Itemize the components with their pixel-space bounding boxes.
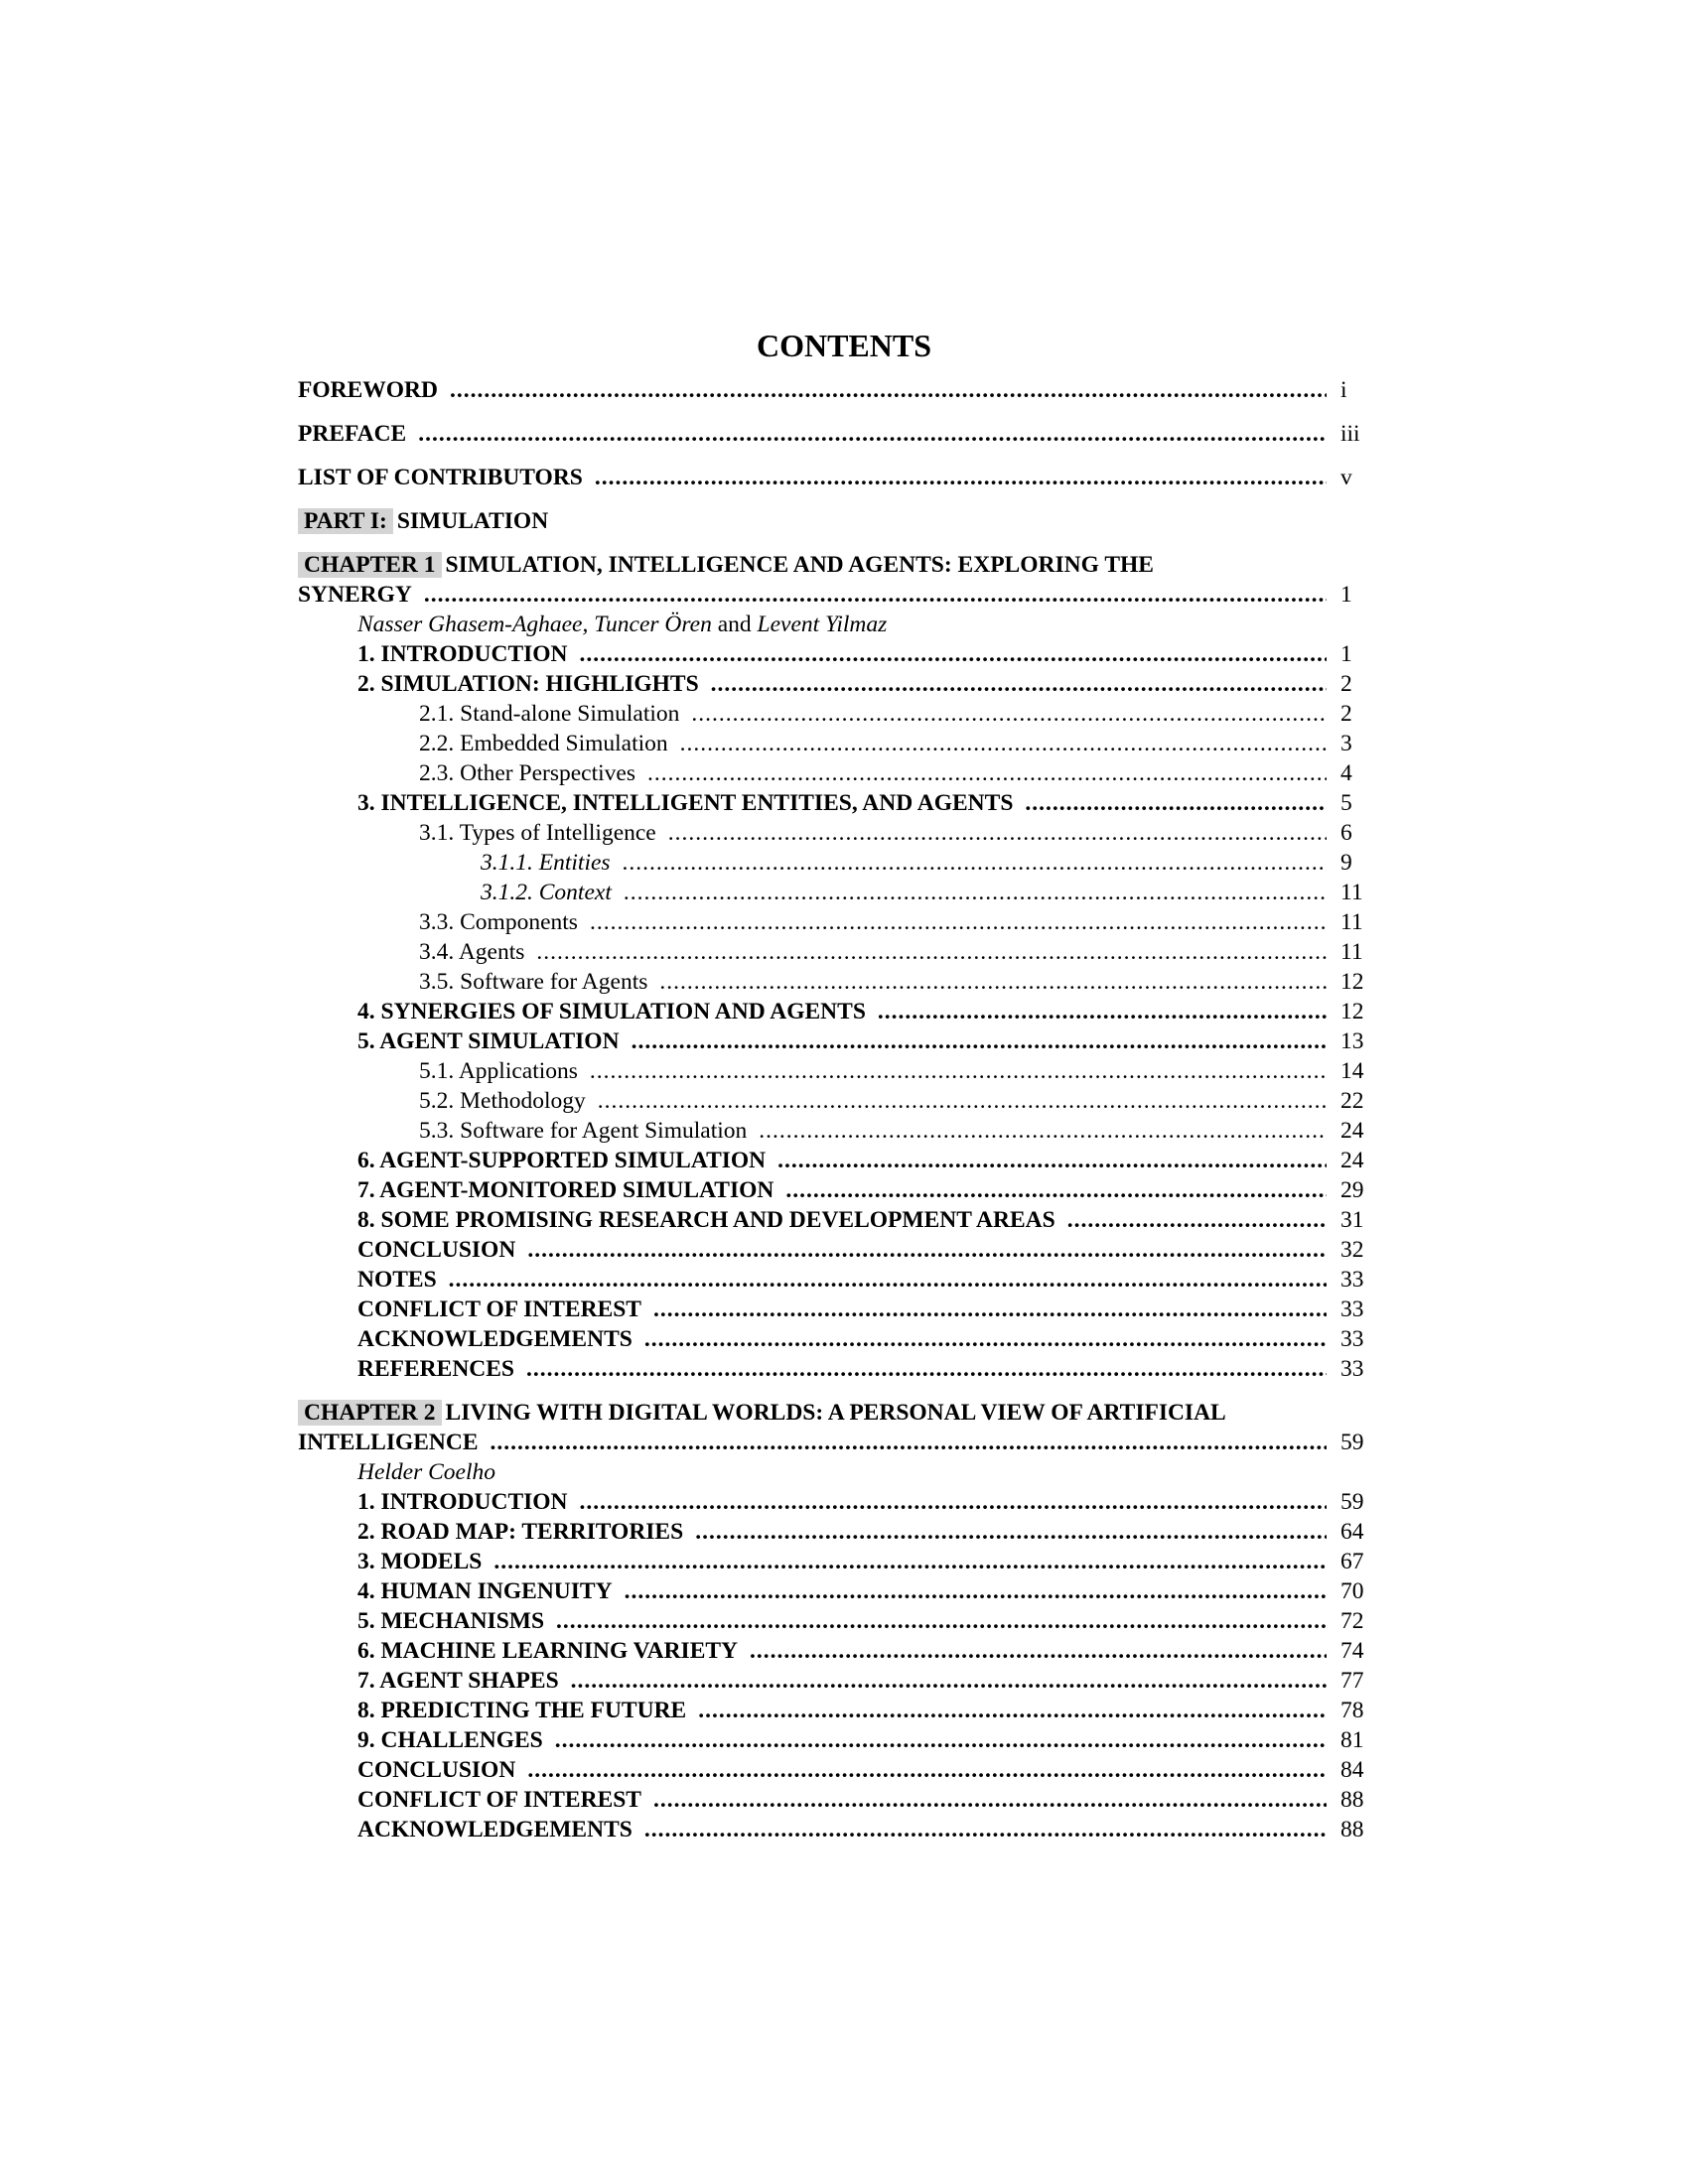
- toc-entry-label: 9. CHALLENGES: [357, 1727, 543, 1753]
- toc-page-number: 81: [1340, 1727, 1364, 1753]
- toc-entry[interactable]: [298, 1725, 1380, 1755]
- toc-page-number: 31: [1340, 1207, 1364, 1233]
- dot-leader: [590, 907, 1327, 937]
- toc-entry-label: 5. AGENT SIMULATION: [357, 1028, 620, 1054]
- toc-entry[interactable]: [298, 1146, 1380, 1175]
- toc-entry-label: 5. MECHANISMS: [357, 1608, 545, 1634]
- dot-leader: [777, 1146, 1327, 1175]
- toc-page-number: 13: [1340, 1028, 1364, 1054]
- toc-page-number: 1: [1340, 582, 1352, 608]
- chapter-1-heading[interactable]: [298, 550, 1380, 580]
- toc-entry[interactable]: [298, 1295, 1380, 1324]
- chapter-title-line2: SYNERGY: [298, 582, 412, 608]
- dot-leader: [556, 1606, 1327, 1636]
- toc-page-number: 22: [1340, 1088, 1364, 1114]
- toc-entry-label: 6. MACHINE LEARNING VARIETY: [357, 1638, 739, 1664]
- toc-entry-label: 3.3. Components: [419, 909, 578, 935]
- toc-entry-label: 2. ROAD MAP: TERRITORIES: [357, 1519, 684, 1545]
- dot-leader: [785, 1175, 1327, 1205]
- toc-page-number: 2: [1340, 701, 1352, 727]
- toc-entry-label: 7. AGENT SHAPES: [357, 1668, 559, 1694]
- toc-entry-label: 3.1. Types of Intelligence: [419, 820, 656, 846]
- chapter-title-line1: LIVING WITH DIGITAL WORLDS: A PERSONAL VIEW OF ARTIFICIAL: [445, 1400, 1226, 1426]
- toc-page-number: 70: [1340, 1578, 1364, 1604]
- toc-entry-label: 2.1. Stand-alone Simulation: [419, 701, 680, 727]
- toc-page-number: 12: [1340, 969, 1364, 995]
- chapter-2-title-continued[interactable]: [298, 1428, 1380, 1457]
- toc-page-number: 33: [1340, 1326, 1364, 1352]
- toc-page-number: 78: [1340, 1698, 1364, 1723]
- author-name: Helder Coelho: [357, 1459, 496, 1485]
- toc-entry[interactable]: [298, 907, 1380, 937]
- toc-entry[interactable]: [298, 878, 1380, 907]
- dot-leader: [536, 937, 1327, 967]
- dot-leader: [527, 1235, 1327, 1265]
- dot-leader: [595, 463, 1327, 492]
- dot-leader: [644, 1815, 1327, 1844]
- toc-entry-label: 2.2. Embedded Simulation: [419, 731, 668, 756]
- toc-page-number: 67: [1340, 1549, 1364, 1574]
- toc-entry-label: 3.1.2. Context: [481, 880, 612, 905]
- toc-entry[interactable]: [298, 1205, 1380, 1235]
- dot-leader: [698, 1696, 1327, 1725]
- dot-leader: [878, 997, 1327, 1026]
- toc-entry[interactable]: [298, 729, 1380, 758]
- toc-entry[interactable]: [298, 1815, 1380, 1844]
- toc-page-number: 72: [1340, 1608, 1364, 1634]
- toc-page-number: 77: [1340, 1668, 1364, 1694]
- dot-leader: [424, 580, 1327, 610]
- toc-page-number: 29: [1340, 1177, 1364, 1203]
- dot-leader: [571, 1666, 1327, 1696]
- toc-entry-label: 7. AGENT-MONITORED SIMULATION: [357, 1177, 774, 1203]
- author-conjunction: and: [717, 612, 752, 637]
- toc-page-number: 74: [1340, 1638, 1364, 1664]
- toc-page-number: 59: [1340, 1489, 1364, 1515]
- toc-entry[interactable]: [298, 1576, 1380, 1606]
- chapter-1-authors: [298, 610, 1380, 639]
- toc-entry[interactable]: [298, 788, 1380, 818]
- toc-entry[interactable]: [298, 1547, 1380, 1576]
- author-name: Nasser Ghasem-Aghaee,: [357, 612, 589, 637]
- toc-entry[interactable]: [298, 967, 1380, 997]
- toc-entry-label: 3.4. Agents: [419, 939, 525, 965]
- chapter-tag: CHAPTER 1: [298, 552, 442, 578]
- toc-entry-label: ACKNOWLEDGEMENTS: [357, 1326, 633, 1352]
- chapter-title-line2: INTELLIGENCE: [298, 1430, 479, 1455]
- dot-leader: [1025, 788, 1327, 818]
- toc-entry-label: ACKNOWLEDGEMENTS: [357, 1817, 633, 1843]
- toc-page-number: 11: [1340, 909, 1363, 935]
- toc-entry[interactable]: [298, 758, 1380, 788]
- dot-leader: [555, 1725, 1327, 1755]
- toc-entry-label: 6. AGENT-SUPPORTED SIMULATION: [357, 1148, 767, 1173]
- toc-entry[interactable]: [298, 818, 1380, 848]
- dot-leader: [491, 1428, 1327, 1457]
- dot-leader: [644, 1324, 1327, 1354]
- author-name: Tuncer Ören: [594, 612, 712, 637]
- toc-entry[interactable]: [298, 1636, 1380, 1666]
- dot-leader: [691, 699, 1327, 729]
- chapter-1-entries: [298, 639, 1380, 1384]
- dot-leader: [590, 1056, 1327, 1086]
- chapter-2-authors: [298, 1457, 1380, 1487]
- dot-leader: [450, 375, 1327, 405]
- toc-page-number: 3: [1340, 731, 1352, 756]
- toc-page-number: 12: [1340, 999, 1364, 1024]
- dot-leader: [598, 1086, 1327, 1116]
- toc-page-number: iii: [1340, 421, 1360, 447]
- toc-entry[interactable]: [298, 1235, 1380, 1265]
- dot-leader: [1067, 1205, 1327, 1235]
- toc-entry[interactable]: [298, 1755, 1380, 1785]
- toc-page-number: 88: [1340, 1817, 1364, 1843]
- toc-page-number: 1: [1340, 641, 1352, 667]
- dot-leader: [711, 669, 1327, 699]
- toc-page-number: 24: [1340, 1118, 1364, 1144]
- toc-entry-label: 5.3. Software for Agent Simulation: [419, 1118, 748, 1144]
- dot-leader: [653, 1785, 1327, 1815]
- toc-page-number: 14: [1340, 1058, 1364, 1084]
- dot-leader: [653, 1295, 1327, 1324]
- dot-leader: [493, 1547, 1327, 1576]
- chapter-2-heading[interactable]: [298, 1398, 1380, 1428]
- toc-entry-label: REFERENCES: [357, 1356, 515, 1382]
- chapter-1-title-continued[interactable]: [298, 580, 1380, 610]
- toc-entry-label: LIST OF CONTRIBUTORS: [298, 465, 583, 490]
- toc-entry-label: 2. SIMULATION: HIGHLIGHTS: [357, 671, 699, 697]
- toc-entry-foreword[interactable]: [298, 375, 1380, 405]
- toc-entry-label: CONFLICT OF INTEREST: [357, 1297, 641, 1322]
- toc-entry[interactable]: [298, 1026, 1380, 1056]
- toc-entry[interactable]: [298, 1666, 1380, 1696]
- dot-leader: [668, 818, 1327, 848]
- toc-entry[interactable]: [298, 848, 1380, 878]
- dot-leader: [580, 639, 1327, 669]
- toc-entry-label: 5.1. Applications: [419, 1058, 578, 1084]
- toc-entry[interactable]: [298, 1265, 1380, 1295]
- toc-entry-label: 8. SOME PROMISING RESEARCH AND DEVELOPMENT AREAS: [357, 1207, 1055, 1233]
- toc-entry-label: NOTES: [357, 1267, 437, 1293]
- toc-page-number: 33: [1340, 1297, 1364, 1322]
- dot-leader: [526, 1354, 1327, 1384]
- toc-page-number: 84: [1340, 1757, 1364, 1783]
- dot-leader: [680, 729, 1327, 758]
- toc-page-number: 9: [1340, 850, 1352, 876]
- toc-entry[interactable]: [298, 1116, 1380, 1146]
- dot-leader: [449, 1265, 1327, 1295]
- toc-page-number: 5: [1340, 790, 1352, 816]
- part-tag: PART I:: [298, 508, 393, 534]
- toc-entry-label: CONCLUSION: [357, 1237, 516, 1263]
- toc-entry[interactable]: [298, 1785, 1380, 1815]
- toc-page-number: 11: [1340, 880, 1363, 905]
- toc-entry[interactable]: [298, 1517, 1380, 1547]
- toc-entry-label: 1. INTRODUCTION: [357, 1489, 568, 1515]
- toc-page-number: v: [1340, 465, 1352, 490]
- toc-entry-label: 3. MODELS: [357, 1549, 483, 1574]
- dot-leader: [527, 1755, 1327, 1785]
- toc-entry[interactable]: [298, 1354, 1380, 1384]
- toc-entry[interactable]: [298, 1324, 1380, 1354]
- dot-leader: [580, 1487, 1327, 1517]
- dot-leader: [695, 1517, 1327, 1547]
- toc-entry[interactable]: [298, 1086, 1380, 1116]
- part-heading: [298, 506, 1380, 536]
- dot-leader: [647, 758, 1327, 788]
- toc-entry-label: 4. HUMAN INGENUITY: [357, 1578, 613, 1604]
- dot-leader: [632, 1026, 1327, 1056]
- chapter-2-entries: [298, 1487, 1380, 1844]
- toc-entry-label: 3.5. Software for Agents: [419, 969, 648, 995]
- dot-leader: [659, 967, 1327, 997]
- toc-page-number: 33: [1340, 1267, 1364, 1293]
- dot-leader: [759, 1116, 1327, 1146]
- toc-entry[interactable]: [298, 1175, 1380, 1205]
- toc-entry-label: FOREWORD: [298, 377, 438, 403]
- toc-page-number: 59: [1340, 1430, 1364, 1455]
- toc-entry-label: PREFACE: [298, 421, 407, 447]
- dot-leader: [750, 1636, 1327, 1666]
- toc-entry-label: 2.3. Other Perspectives: [419, 760, 635, 786]
- toc-page-number: 2: [1340, 671, 1352, 697]
- toc-page-number: 11: [1340, 939, 1363, 965]
- dot-leader: [418, 419, 1327, 449]
- dot-leader: [624, 878, 1327, 907]
- toc-page-number: i: [1340, 377, 1347, 403]
- toc-entry-label: 8. PREDICTING THE FUTURE: [357, 1698, 687, 1723]
- toc-entry[interactable]: [298, 639, 1380, 669]
- table-of-contents: [298, 375, 1380, 1844]
- toc-page-number: 24: [1340, 1148, 1364, 1173]
- toc-page-number: 88: [1340, 1787, 1364, 1813]
- toc-entry[interactable]: [298, 1606, 1380, 1636]
- author-name: Levent Yilmaz: [757, 612, 888, 637]
- toc-entry-label: 3. INTELLIGENCE, INTELLIGENT ENTITIES, AND AGENTS: [357, 790, 1014, 816]
- toc-entry-label: 1. INTRODUCTION: [357, 641, 568, 667]
- toc-entry[interactable]: [298, 669, 1380, 699]
- toc-page-number: 6: [1340, 820, 1352, 846]
- dot-leader: [623, 848, 1327, 878]
- toc-entry[interactable]: [298, 997, 1380, 1026]
- toc-entry-label: CONCLUSION: [357, 1757, 516, 1783]
- toc-entry[interactable]: [298, 937, 1380, 967]
- toc-entry-label: 5.2. Methodology: [419, 1088, 586, 1114]
- toc-page-number: 32: [1340, 1237, 1364, 1263]
- toc-page-number: 33: [1340, 1356, 1364, 1382]
- toc-entry[interactable]: [298, 1056, 1380, 1086]
- chapter-title-line1: SIMULATION, INTELLIGENCE AND AGENTS: EXPLORING THE: [445, 552, 1154, 578]
- toc-entry[interactable]: [298, 1696, 1380, 1725]
- toc-entry[interactable]: [298, 699, 1380, 729]
- toc-page-number: 64: [1340, 1519, 1364, 1545]
- toc-entry-label: 4. SYNERGIES OF SIMULATION AND AGENTS: [357, 999, 866, 1024]
- toc-page-number: 4: [1340, 760, 1352, 786]
- chapter-tag: CHAPTER 2: [298, 1400, 442, 1426]
- dot-leader: [625, 1576, 1327, 1606]
- page-title: CONTENTS: [756, 328, 932, 363]
- toc-entry[interactable]: [298, 1487, 1380, 1517]
- toc-entry-preface[interactable]: [298, 419, 1380, 449]
- toc-entry-label: 3.1.1. Entities: [481, 850, 611, 876]
- toc-entry-label: CONFLICT OF INTEREST: [357, 1787, 641, 1813]
- toc-entry-contributors[interactable]: [298, 463, 1380, 492]
- part-label: SIMULATION: [396, 508, 549, 534]
